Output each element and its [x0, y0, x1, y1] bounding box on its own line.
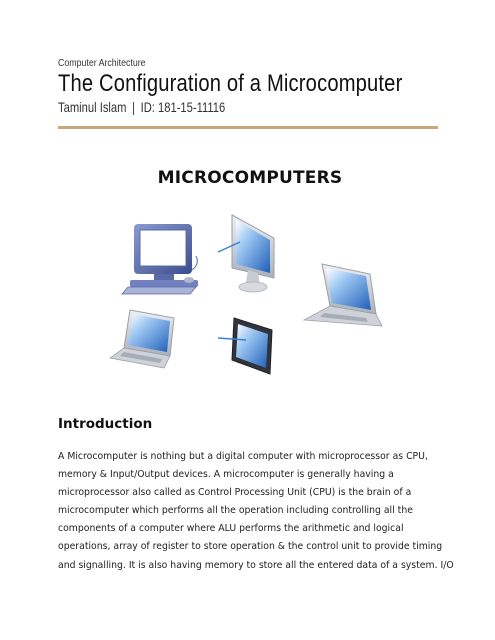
laptop-icon — [304, 264, 382, 326]
microcomputers-figure — [100, 160, 400, 385]
paragraph-line: memory & Input/Output devices. A microcomputer is generally having a — [58, 469, 394, 481]
header-divider — [58, 126, 438, 129]
figure-illustration — [100, 160, 400, 385]
paragraph-line: components of a computer where ALU performs the arithmetic and logical — [58, 523, 404, 535]
student-id: ID: 181-15-11116 — [140, 99, 226, 115]
paragraph-line: microprocessor also called as Control Processing Unit (CPU) is the brain of a — [58, 487, 412, 499]
introduction-paragraph — [58, 448, 458, 575]
course-label: Computer Architecture — [58, 58, 146, 69]
document-title: The Configuration of a Microcomputer — [58, 70, 403, 97]
figure-title: MICROCOMPUTERS — [157, 168, 343, 188]
author-separator: | — [132, 99, 135, 115]
tablet-icon — [218, 318, 272, 374]
paragraph-line: A Microcomputer is nothing but a digital computer with microprocessor as CPU, — [58, 451, 428, 462]
section-heading: Introduction — [58, 416, 153, 432]
author-line — [58, 99, 225, 115]
desktop-computer-icon — [122, 224, 198, 294]
flat-monitor-icon — [218, 215, 274, 292]
paragraph-line: operations, array of register to store operation & the control unit to provide timing — [58, 541, 443, 553]
laptop-icon — [110, 310, 174, 368]
author-name: Taminul Islam — [58, 99, 127, 115]
paragraph-line: and signalling. It is also having memory to store all the entered data of a system. I/O — [58, 559, 454, 571]
paragraph-line: microcomputer which performs all the operation including controlling all the — [58, 505, 413, 517]
